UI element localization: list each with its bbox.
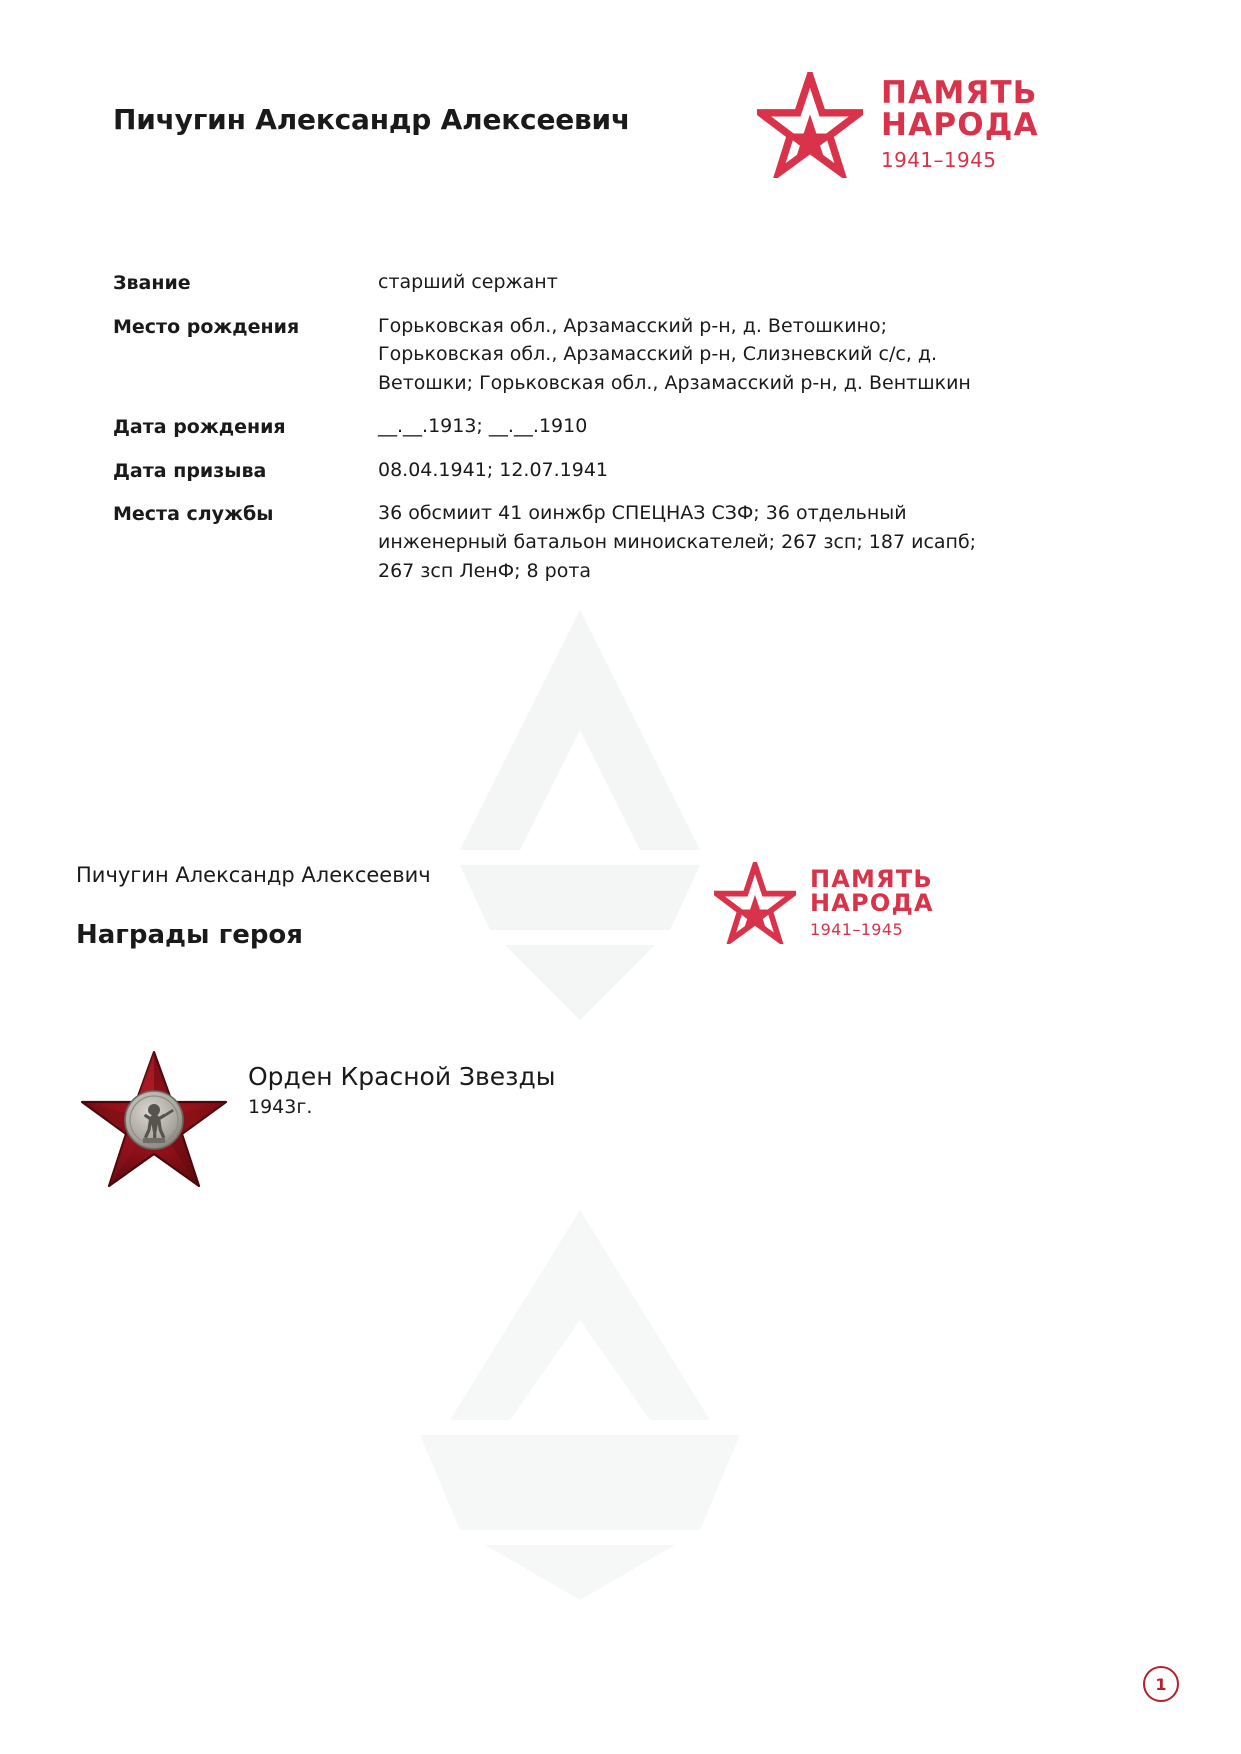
info-value-rank: старший сержант: [378, 271, 558, 293]
page-title: Пичугин Александр Алексеевич: [113, 103, 630, 136]
soldier-info-table: [113, 268, 1003, 600]
watermark-star-top: [300, 600, 860, 1020]
watermark-star-bottom: [270, 1200, 890, 1600]
info-label-service-units: Места службы: [113, 503, 274, 526]
brand-logo-text: [881, 75, 1039, 172]
info-value-birthplace: Горьковская обл., Арзамасский р-н, д. Ветошкино; Горьковская обл., Арзамасский р-н, Слизневский с/с, д. Ветошки; Горьковская обл., Арзамасский р-н, д. Вентшкин: [378, 314, 971, 395]
info-value-draftdate: 08.04.1941; 12.07.1941: [378, 458, 609, 481]
awards-heading: Награды героя: [76, 920, 303, 950]
info-label-birthplace: Место рождения: [113, 315, 300, 338]
red-star-order-icon: [80, 1046, 228, 1194]
info-value-service-units: 36 обсмиит 41 оинжбр СПЕЦНАЗ СЗФ; 36 отдельный инженерный батальон миноискателей; 267 зсп; 187 исапб; 267 зсп ЛенФ; 8 рота: [378, 502, 977, 582]
info-value-birthdate: __.__.1913; __.__.1910: [378, 415, 588, 438]
brand-years: 1941–1945: [810, 920, 904, 940]
award-year: 1943г.: [248, 1096, 313, 1118]
table-row: [113, 412, 1003, 442]
info-label-birthdate: Дата рождения: [113, 416, 286, 439]
red-star-logo-icon: [757, 72, 863, 178]
page-number-badge: 1: [1143, 1666, 1179, 1702]
table-row: [113, 268, 1003, 298]
awards-person-name: Пичугин Александр Алексеевич: [76, 863, 431, 887]
table-row: [113, 312, 1003, 399]
info-label-rank: Звание: [113, 272, 191, 294]
brand-years: 1941–1945: [881, 147, 997, 172]
red-star-logo-icon: [714, 862, 796, 944]
brand-logo-text: [810, 864, 934, 940]
table-row: [113, 456, 1003, 486]
brand-logo-header: [757, 72, 1039, 178]
brand-line-1: ПАМЯТЬ: [810, 864, 933, 893]
award-title: Орден Красной Звезды: [248, 1062, 556, 1091]
list-item: [80, 1046, 555, 1194]
brand-logo-awards: [714, 862, 934, 944]
brand-line-1: ПАМЯТЬ: [881, 75, 1038, 112]
table-row: [113, 499, 1003, 586]
brand-line-2: НАРОДА: [810, 889, 934, 917]
award-info: [248, 1046, 555, 1119]
info-label-draftdate: Дата призыва: [113, 459, 267, 482]
brand-line-2: НАРОДА: [881, 107, 1039, 143]
